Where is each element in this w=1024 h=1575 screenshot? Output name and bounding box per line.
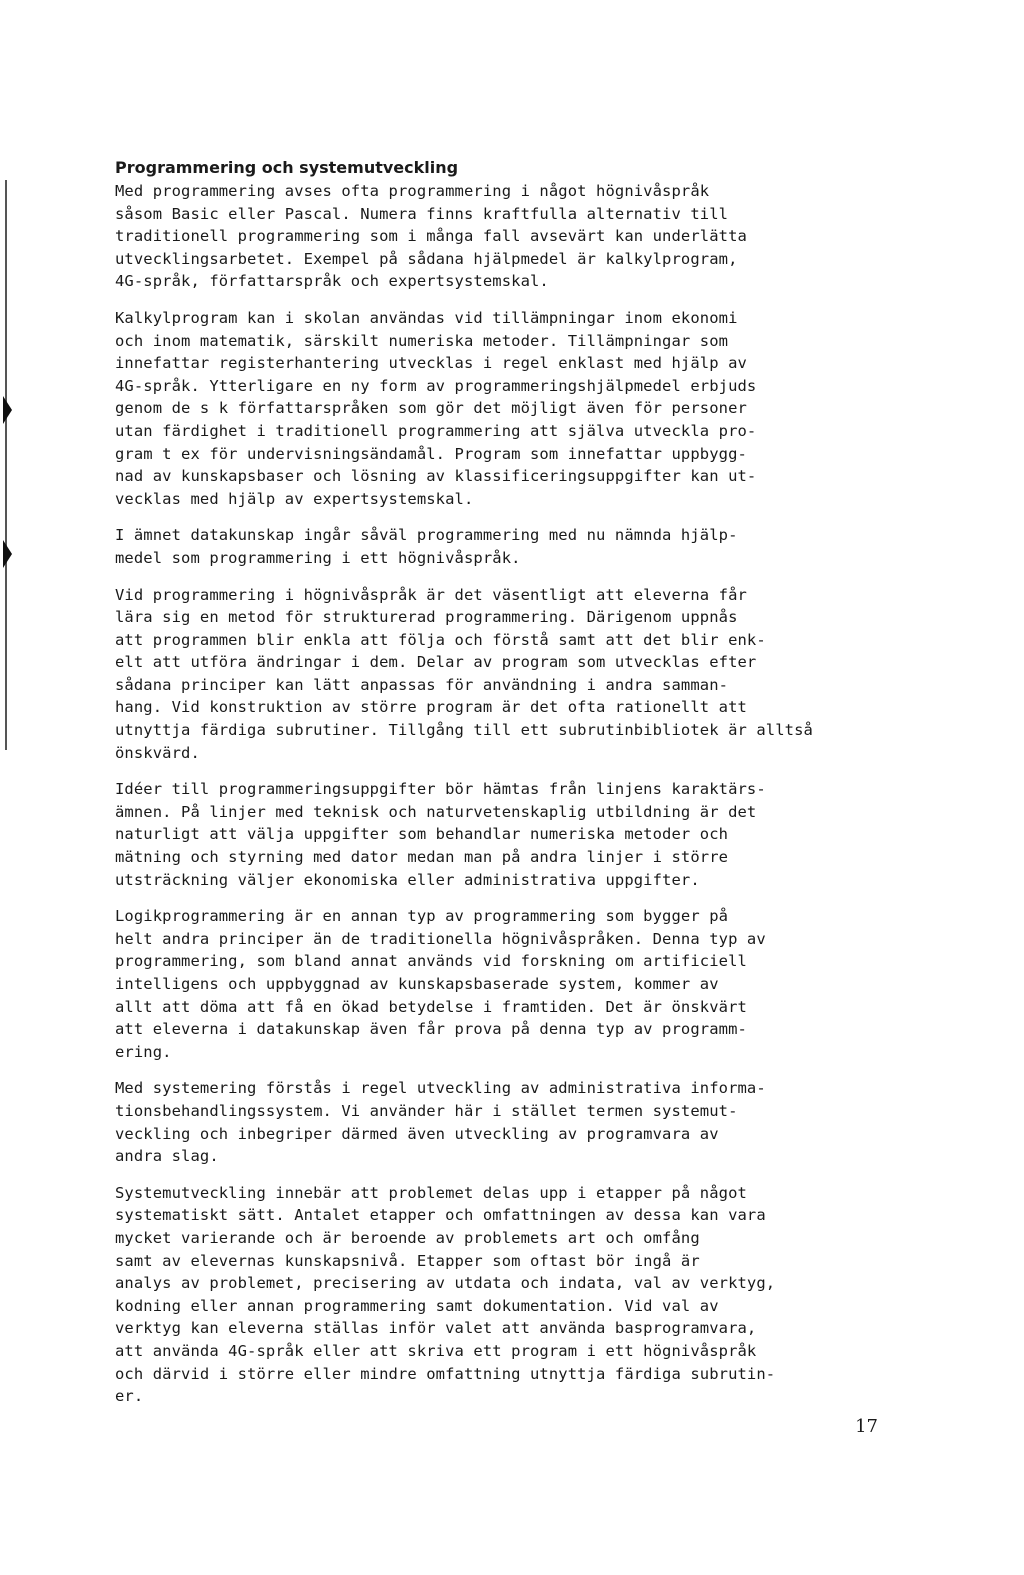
text-line: innefattar registerhantering utvecklas i regel enklast med hjälp av (115, 354, 747, 373)
section-heading: Programmering och systemutveckling (115, 158, 459, 177)
text-line: er. (115, 1387, 144, 1406)
document-body (115, 157, 820, 1422)
text-line: systematiskt sätt. Antalet etapper och omfattningen av dessa kan vara (115, 1206, 766, 1225)
text-line: utvecklingsarbetet. Exempel på sådana hjälpmedel är kalkylprogram, (115, 249, 738, 268)
text-line: Systemutveckling innebär att problemet delas upp i etapper på något (115, 1183, 747, 1202)
text-line: mätning och styrning med dator medan man på andra linjer i större (115, 848, 729, 867)
paragraph (115, 905, 820, 1063)
text-line: Idéer till programmeringsuppgifter bör hämtas från linjens karaktärs- (115, 780, 766, 799)
text-line: Med systemering förstås i regel utveckling av administrativa informa- (115, 1079, 766, 1098)
text-line: att programmen blir enkla att följa och förstå samt att det blir enk- (115, 630, 766, 649)
text-line: analys av problemet, precisering av utdata och indata, val av verktyg, (115, 1274, 776, 1293)
text-line: sådana principer kan lätt anpassas för användning i andra samman- (115, 675, 729, 694)
margin-arrow-mark (3, 396, 12, 424)
text-line: genom de s k författarspråken som gör det möjligt även för personer (115, 399, 747, 418)
text-line: ering. (115, 1042, 172, 1061)
text-line: traditionell programmering som i många fall avsevärt kan underlätta (115, 227, 747, 246)
text-line: verktyg kan eleverna ställas inför valet att använda basprogramvara, (115, 1319, 757, 1338)
text-line: programmering, som bland annat används vid forskning om artificiell (115, 952, 747, 971)
paragraph (115, 180, 820, 293)
text-line: gram t ex för undervisningsändamål. Program som innefattar uppbygg- (115, 444, 747, 463)
text-line: såsom Basic eller Pascal. Numera finns kraftfulla alternativ till (115, 204, 729, 223)
text-line: vecklas med hjälp av expertsystemskal. (115, 489, 474, 508)
text-line: medel som programmering i ett högnivåspråk. (115, 548, 521, 567)
text-line: och inom matematik, särskilt numeriska metoder. Tillämpningar som (115, 331, 729, 350)
paragraph (115, 1182, 820, 1408)
text-line: intelligens och uppbyggnad av kunskapsbaserade system, kommer av (115, 975, 719, 993)
paragraph (115, 524, 820, 569)
text-line: I ämnet datakunskap ingår såväl programmering med nu nämnda hjälp- (115, 526, 738, 545)
paragraph (115, 584, 820, 765)
text-line: lära sig en metod för strukturerad programmering. Därigenom uppnås (115, 608, 738, 627)
text-line: hang. Vid konstruktion av större program är det ofta rationellt att (115, 698, 747, 717)
text-line: 4G-språk. Ytterligare en ny form av programmeringshjälpmedel erbjuds (115, 376, 757, 395)
text-line: önskvärd. (115, 743, 200, 762)
text-line: att eleverna i datakunskap även får prova på denna typ av programm- (115, 1020, 747, 1039)
text-line: Vid programmering i högnivåspråk är det väsentligt att eleverna får (115, 585, 747, 604)
text-line: naturligt att välja uppgifter som behandlar numeriska metoder och (115, 825, 729, 844)
text-line: nad av kunskapsbaser och lösning av klassificeringsuppgifter kan ut- (115, 467, 757, 486)
text-line: 4G-språk, författarspråk och expertsystemskal. (115, 272, 549, 291)
margin-rule (5, 180, 7, 750)
text-line: Logikprogrammering är en annan typ av programmering som bygger på (115, 907, 729, 926)
text-line: samt av elevernas kunskapsnivå. Etapper som oftast bör ingå är (115, 1251, 700, 1270)
text-line: utan färdighet i traditionell programmering att själva utveckla pro- (115, 421, 757, 440)
paragraph-list (115, 180, 820, 1408)
paragraph (115, 1077, 820, 1167)
text-line: mycket varierande och är beroende av problemets art och omfång (115, 1228, 700, 1247)
text-line: utnyttja färdiga subrutiner. Tillgång till ett subrutinbibliotek är alltså (115, 721, 813, 740)
page-number: 17 (855, 1416, 878, 1437)
paragraph (115, 778, 820, 891)
text-line: utsträckning väljer ekonomiska eller administrativa uppgifter. (115, 870, 700, 889)
text-line: andra slag. (115, 1147, 219, 1166)
text-line: Med programmering avses ofta programmering i något högnivåspråk (115, 182, 710, 200)
text-line: veckling och inbegriper därmed även utveckling av programvara av (115, 1124, 719, 1143)
paragraph (115, 307, 820, 510)
margin-arrow-mark (3, 540, 12, 568)
text-line: ämnen. På linjer med teknisk och naturvetenskaplig utbildning är det (115, 802, 757, 821)
text-line: kodning eller annan programmering samt dokumentation. Vid val av (115, 1296, 719, 1315)
text-line: elt att utföra ändringar i dem. Delar av program som utvecklas efter (115, 653, 757, 672)
text-line: allt att döma att få en ökad betydelse i framtiden. Det är önskvärt (115, 997, 747, 1016)
text-line: och därvid i större eller mindre omfattning utnyttja färdiga subrutin- (115, 1364, 776, 1383)
text-line: Kalkylprogram kan i skolan användas vid tillämpningar inom ekonomi (115, 308, 738, 327)
text-line: helt andra principer än de traditionella högnivåspråken. Denna typ av (115, 929, 766, 948)
text-line: tionsbehandlingssystem. Vi använder här i stället termen systemut- (115, 1101, 738, 1120)
text-line: att använda 4G-språk eller att skriva ett program i ett högnivåspråk (115, 1341, 757, 1360)
